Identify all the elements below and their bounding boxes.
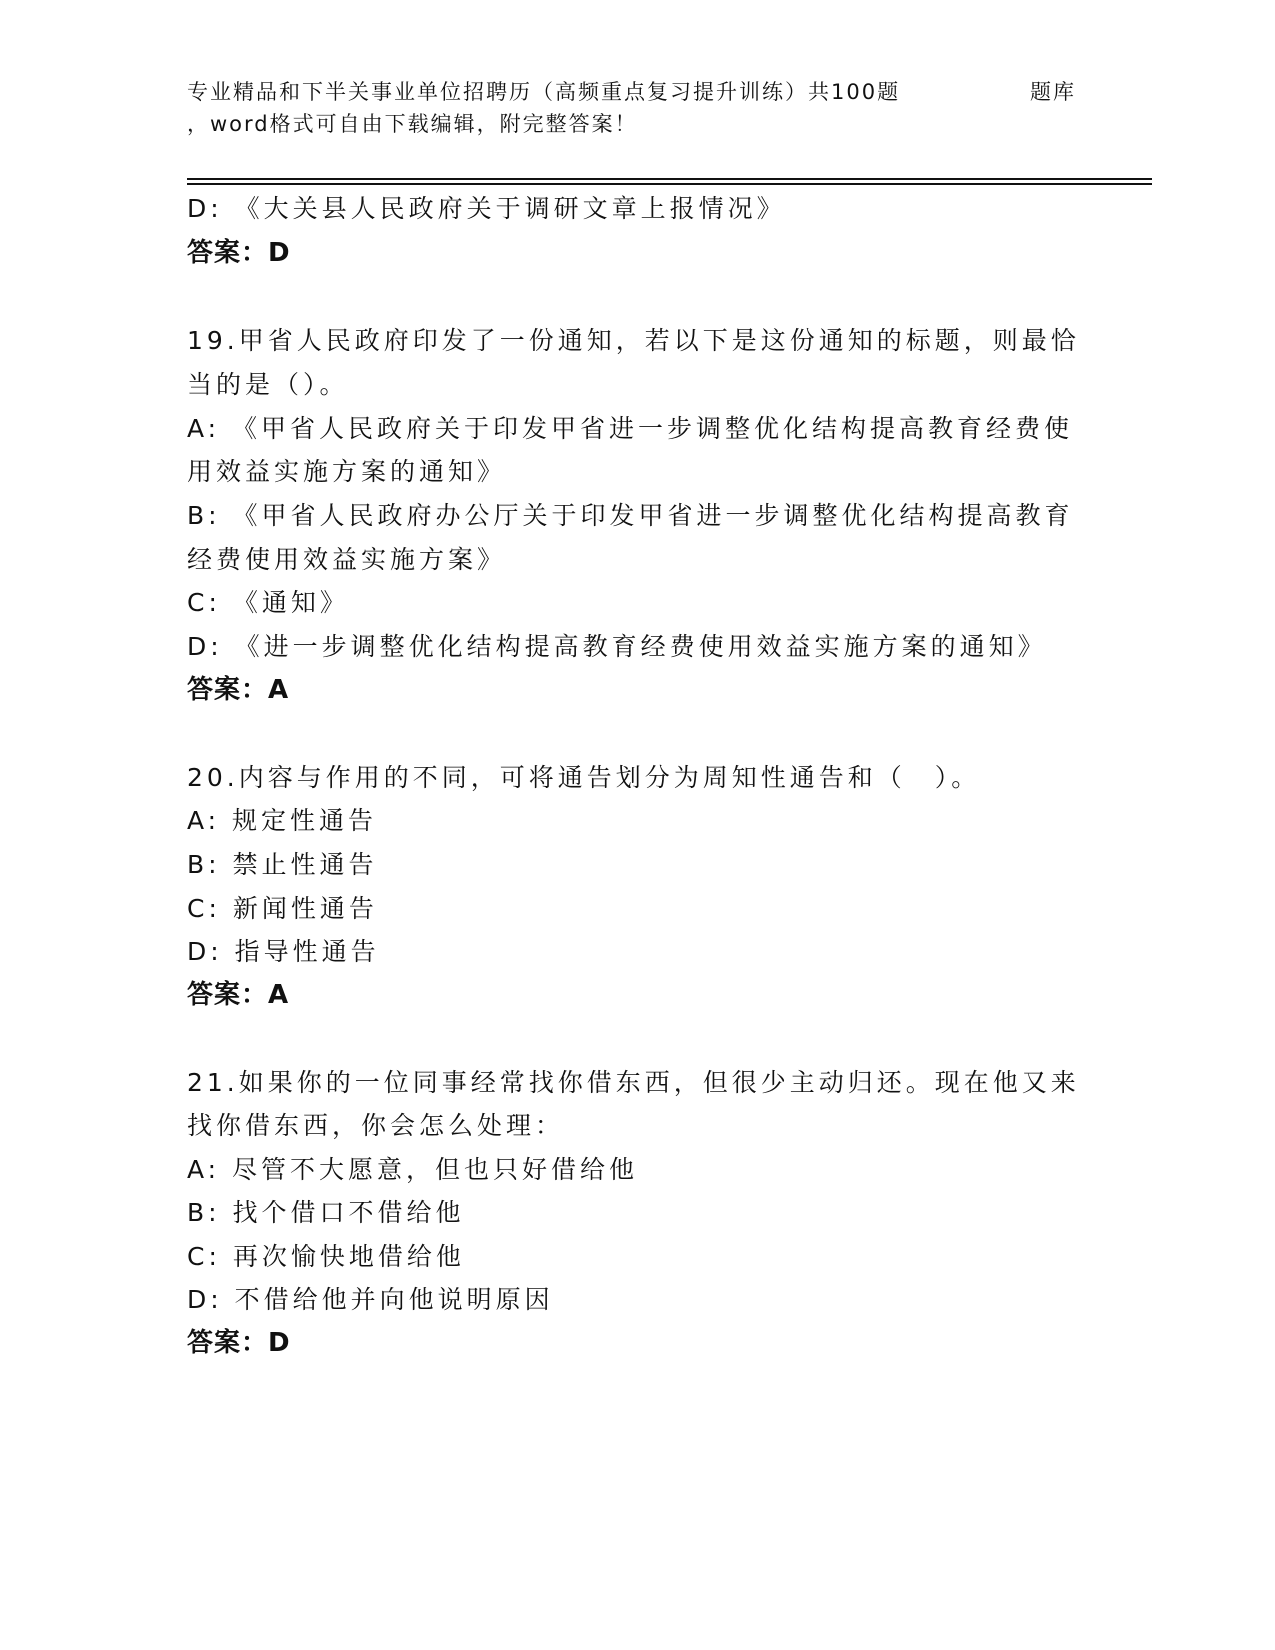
q19-option-a-line2: 用效益实施方案的通知》 [187,457,507,486]
q21-option-b: B: 找个借口不借给他 [187,1198,465,1227]
q21-option-a: A: 尽管不大愿意，但也只好借给他 [187,1155,639,1184]
q19-option-c: C: 《通知》 [187,588,349,617]
q20-option-a: A: 规定性通告 [187,806,378,835]
q20-answer: 答案：A [187,980,290,1010]
q20-stem: 20.内容与作用的不同，可将通告划分为周知性通告和（ ）。 [187,763,981,792]
q19-option-a-line1: A: 《甲省人民政府关于印发甲省进一步调整优化结构提高教育经费使 [187,414,1074,443]
q21-option-d: D: 不借给他并向他说明原因 [187,1285,554,1314]
document-header-tag: 题库 [1030,80,1076,104]
q19-option-b-line2: 经费使用效益实施方案》 [187,545,507,574]
header-divider-top [187,178,1152,180]
q21-stem-line1: 21.如果你的一位同事经常找你借东西，但很少主动归还。现在他又来 [187,1068,1080,1097]
q19-option-b-line1: B: 《甲省人民政府办公厅关于印发甲省进一步调整优化结构提高教育 [187,501,1074,530]
q19-stem-line1: 19.甲省人民政府印发了一份通知，若以下是这份通知的标题，则最恰 [187,326,1080,355]
q20-option-b: B: 禁止性通告 [187,850,378,879]
q21-option-c: C: 再次愉快地借给他 [187,1242,465,1271]
q21-answer: 答案：D [187,1328,291,1358]
document-header-title: 专业精品和下半关事业单位招聘历（高频重点复习提升训练）共100题 [187,80,901,104]
q19-stem-line2: 当的是（）。 [187,370,349,399]
q19-option-d: D: 《进一步调整优化结构提高教育经费使用效益实施方案的通知》 [187,632,1047,661]
prev-question-option-d: D: 《大关县人民政府关于调研文章上报情况》 [187,194,786,223]
document-header-subtitle: ，word格式可自由下载编辑，附完整答案！ [187,112,638,136]
prev-question-answer: 答案：D [187,238,291,268]
q21-stem-line2: 找你借东西，你会怎么处理： [187,1111,565,1140]
header-divider-bottom [187,183,1152,185]
q20-option-d: D: 指导性通告 [187,937,380,966]
q19-answer: 答案：A [187,675,290,705]
q20-option-c: C: 新闻性通告 [187,894,378,923]
